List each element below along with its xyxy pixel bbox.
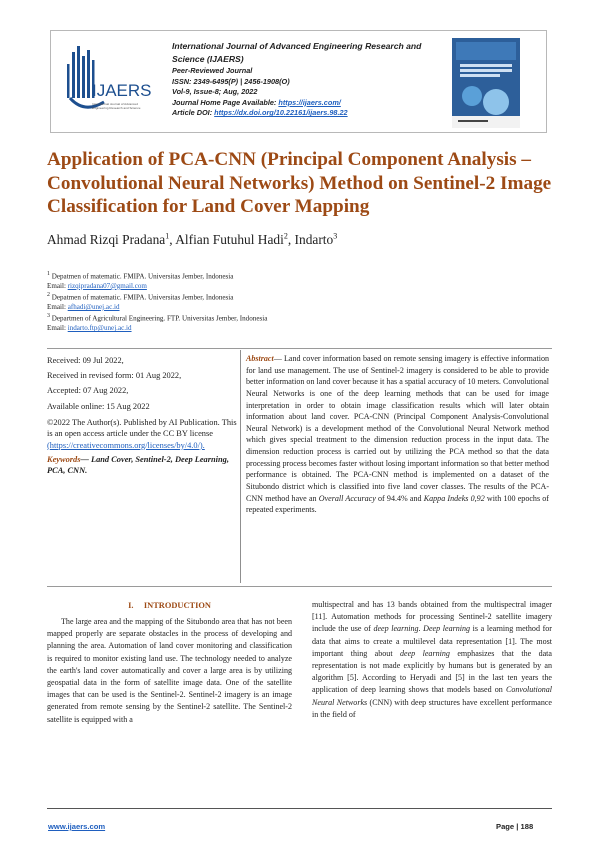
abstract: Abstract— Land cover information based on remote sensing imagery is effective information for land use management. The use of Sentinel-2 imagery is considered to be able to provide better information on land cover because it has a spatial accuracy of 10 meters. Convolutional Neural Networks is one of the deep learning methods that can be used for image interpretation in order to obtain image classification results which will later obtain information about land cover. PCA-CNN (Principal Component Analysis-Convolutional Neural Network) is a development method of the Convolutional Neural Network method which gives special treatment to the dimension reduction process in the input data. The dimension reduction process is carried out by utilizing the PCA method so that the data processing process becomes faster without losing important information so that better method performance is obtained. The PCA-CNN method is implemented on a dataset of the Situbondo district which is classified into five land cover classes. The results of the PCA-CNN method have an Overall Accuracy of 94.4% and Kappa Indeks 0,92 with 100 epochs of repeated experiments. [246,354,549,515]
abstract-label: Abstract [246,354,274,363]
license-note: ©2022 The Author(s). Published by AI Publication. This is an open access article under the CC BY license (https://creativecommons.org/licenses/by/4.0/). [47,417,237,450]
logo-tagline: International Journal of Advanced [92,102,138,106]
received-date: Received: 09 Jul 2022, [47,356,124,365]
affiliation-3: $^3$ Departmen of Agricultural Engineering. FTP. Universitas Jember, Indonesia [47,313,268,323]
volume-issue: Vol-9, Issue-8; Aug, 2022 [172,87,258,97]
doi-link[interactable]: https://dx.doi.org/10.22161/ijaers.98.22 [214,108,348,118]
revised-date: Received in revised form: 01 Aug 2022, [47,371,182,381]
info-top-rule [47,348,552,349]
keywords: Keywords— Land Cover, Sentinel-2, Deep Learning, PCA, CNN. [47,455,229,476]
accepted-date: Accepted: 07 Aug 2022, [47,386,129,396]
email-link-1[interactable]: rizqipradana07@gmail.com [67,281,147,290]
email-link-3[interactable]: indarto.ftp@unej.ac.id [67,324,132,333]
affiliations [47,270,547,334]
logo-text: IJAERS [92,81,152,100]
svg-text:Engineering Research and Scien: Engineering Research and Science [92,106,141,110]
journal-cover-image [452,38,520,128]
ijaers-logo [62,42,154,120]
affiliation-2: $^2$ Depatmen of matematic. FMIPA. Universitas Jember, Indonesia [47,292,234,302]
body-column-left: The large area and the mapping of the Situbondo area that has not been mapped properly are separate obstacles in the process of developing and planning the area. Automation of land cover monitoring and classification is required to monitor existing land use. The technology needed to analyze the earth's land cover automatically and cover a large area is by utilizing geospatial data in the form of satellite image data. One of the satellite images that can be used is the Sentinel-2. Sentinel-2 imagery is an image generated from remote sensing by the Sentinel-2 satellite. The Sentinel-2 satellite is equipped with a [47,617,292,724]
issn: ISSN: 2349-6495(P) | 2456-1908(O) [172,76,290,86]
info-bottom-rule [47,586,552,587]
homepage-line: Journal Home Page Available: https://ijaers.com/ [172,97,341,107]
affiliation-1-email: Email: rizqipradana07@gmail.com [47,281,147,290]
affiliation-3-email: Email: indarto.ftp@unej.ac.id [47,324,132,333]
homepage-link[interactable]: https://ijaers.com/ [278,97,341,107]
keywords-label: Keywords [47,455,81,465]
paper-title: Application of PCA-CNN (Principal Component Analysis – Convolutional Neural Networks) Method on Sentinel-2 Image Classification for Land Cover Mapping [47,149,552,217]
article-info [47,353,237,477]
online-date: Available online: 15 Aug 2022 [47,401,150,411]
peer-reviewed-label: Peer-Reviewed Journal [172,66,253,75]
author-list [47,232,337,248]
affiliation-2-email: Email: afhadi@unej.ac.id [47,302,120,311]
body-column-right: multispectral and has 13 bands obtained from the multispectral imager [11]. Automation methods for processing Sentinel-2 satellite imagery include the use of deep learning. Deep learning is a learning method for data that aims to create a multilevel data representation [1]. The most important thing about deep learning emphasizes that the data representation is not made explicitly by humans but is generated by an algorithm [5]. According to Heryadi and [5] in the last ten years the application of deep learning shows that models based on Convolutional Neural Networks (CNN) with deep structures have excellent performance in the field of [312,600,552,719]
author-1: Ahmad Rizqi Pradana$^1$, [47,232,176,248]
author-2: Alfian Futuhul Hadi$^2$, [175,232,295,248]
doi-line: Article DOI: https://dx.doi.org/10.22161/ijaers.98.22 [172,108,348,118]
affiliation-1: $^1$ Depatmen of matematic. FMIPA. Universitas Jember, Indonesia [47,271,234,281]
journal-title: International Journal of Advanced Engineering Research and Science (IJAERS) [172,41,422,64]
page-number: Page | 188 [496,822,534,831]
journal-info [172,40,447,119]
license-link[interactable]: (https://creativecommons.org/licenses/by/4.0/). [47,440,205,450]
footer-rule [47,808,552,809]
section-heading-introduction: I. INTRODUCTION [128,601,211,610]
footer-journal-link[interactable]: www.ijaers.com [48,822,106,831]
author-3: Indarto$^3$ [294,232,338,248]
email-link-2[interactable]: afhadi@unej.ac.id [67,302,120,311]
